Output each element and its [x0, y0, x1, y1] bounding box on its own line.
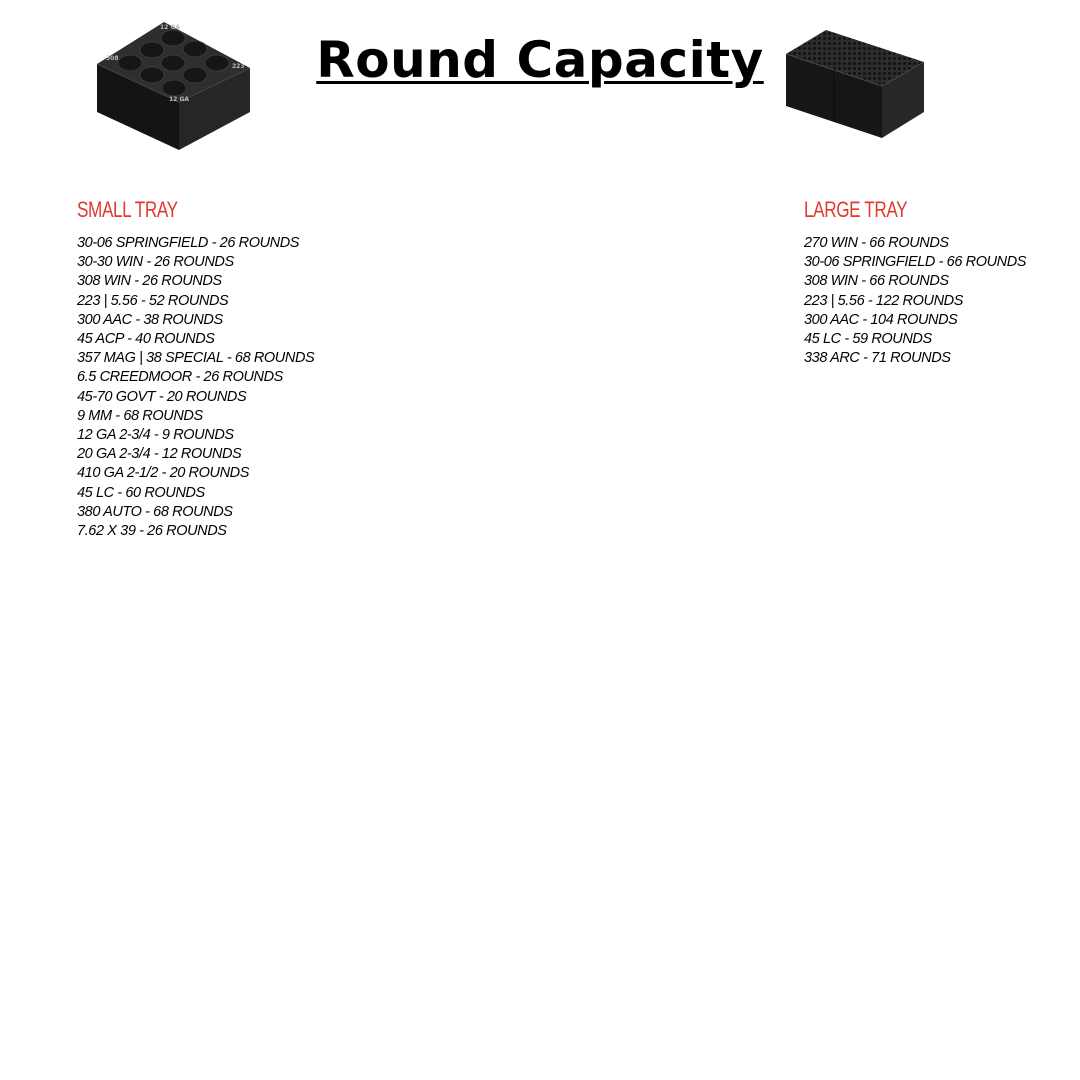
small-tray-engraving-3: 308: [106, 55, 119, 62]
small-tray-section: [77, 196, 314, 541]
list-item: 223 | 5.56 - 52 ROUNDS: [77, 292, 229, 309]
list-item: 45 LC - 59 ROUNDS: [804, 331, 932, 348]
list-item: 300 AAC - 104 ROUNDS: [804, 311, 958, 328]
large-tray-image: [782, 26, 930, 142]
list-item: 20 GA 2-3/4 - 12 ROUNDS: [77, 446, 242, 463]
list-item: 6.5 CREEDMOOR - 26 ROUNDS: [77, 369, 283, 386]
list-item: 45 ACP - 40 ROUNDS: [77, 331, 215, 348]
list-item: 380 AUTO - 68 ROUNDS: [77, 503, 233, 520]
large-tray-section: [804, 196, 1026, 368]
list-item: 338 ARC - 71 ROUNDS: [804, 350, 951, 367]
list-item: 270 WIN - 66 ROUNDS: [804, 235, 949, 251]
list-item: 308 WIN - 26 ROUNDS: [77, 273, 222, 290]
list-item: 308 WIN - 66 ROUNDS: [804, 273, 949, 290]
list-item: 300 AAC - 38 ROUNDS: [77, 311, 223, 328]
list-item: 30-06 SPRINGFIELD - 66 ROUNDS: [804, 254, 1027, 271]
small-tray-heading: SMALL TRAY: [77, 197, 178, 222]
list-item: 410 GA 2-1/2 - 20 ROUNDS: [77, 465, 249, 482]
small-tray-engraving-1: 12 GA: [160, 24, 181, 31]
list-item: 357 MAG | 38 SPECIAL - 68 ROUNDS: [77, 350, 315, 367]
list-item: 45-70 GOVT - 20 ROUNDS: [77, 388, 247, 405]
list-item: 7.62 X 39 - 26 ROUNDS: [77, 523, 227, 540]
list-item: 30-06 SPRINGFIELD - 26 ROUNDS: [77, 235, 300, 251]
list-item: 9 MM - 68 ROUNDS: [77, 407, 203, 424]
list-item: 30-30 WIN - 26 ROUNDS: [77, 254, 234, 271]
small-tray-list: [77, 234, 314, 541]
small-tray-engraving-2: 12 GA: [169, 96, 190, 103]
list-item: 12 GA 2-3/4 - 9 ROUNDS: [77, 427, 234, 444]
large-tray-heading: LARGE TRAY: [804, 197, 908, 222]
list-item: 223 | 5.56 - 122 ROUNDS: [804, 292, 963, 309]
small-tray-image: [92, 16, 254, 156]
large-tray-list: [804, 234, 1026, 368]
small-tray-engraving-4: 223: [232, 63, 245, 70]
list-item: 45 LC - 60 ROUNDS: [77, 484, 205, 501]
page-title-text: Round Capacity: [316, 30, 764, 89]
